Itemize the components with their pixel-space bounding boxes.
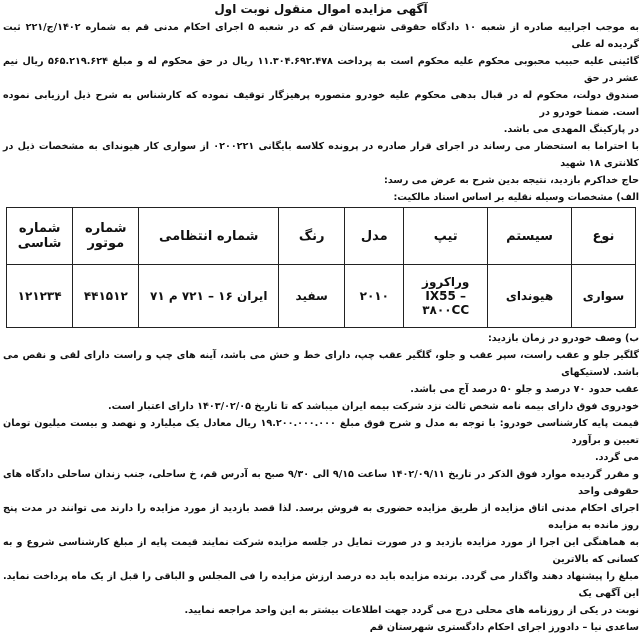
intro-line-3: صندوق دولت، محکوم له در قبال بدهی محکوم علیه خودرو متصوره پرهیزگار توقیف نموده که کارشناس به شرح ذیل ارزیابی نموده است. ضمنا خودرو در — [3, 90, 639, 118]
cell-type: سواری — [571, 265, 635, 328]
vehicle-table-header-row — [7, 208, 636, 265]
cell-color: سفید — [279, 265, 345, 328]
cell-chassis: ۱۲۱۲۳۴ — [7, 265, 73, 328]
auction-line-1: و مقرر گردیده موارد فوق الذکر در تاریخ ۱۴۰۲/۰۹/۱۱ ساعت ۹/۱۵ الی ۹/۳۰ صبح به آدرس قم، خ ساحلی، جنب زندان ساحلی دادگاه های حقوقی واحد — [3, 469, 640, 497]
header-model: مدل — [345, 208, 404, 265]
intro-line-2: گائینی علیه حبیب محبوبی محکوم علیه محکوم است به پرداخت ۱۱.۳۰۴.۶۹۲.۴۷۸ ریال در حق محکوم له و مبلغ ۵۶۵.۲۱۹.۶۲۴ ریال نیم عشر در حق — [3, 56, 639, 84]
header-plate: شماره انتظامی — [139, 208, 279, 265]
cell-engine: ۴۴۱۵۱۲ — [73, 265, 139, 328]
header-chassis: شماره شاسی — [7, 208, 73, 265]
cell-system: هیوندای — [488, 265, 572, 328]
notice-title: آگهی مزایده اموال منقول نوبت اول — [214, 2, 428, 16]
auction-line-2: اجرای احکام مدنی اتاق مزایده از طریق مزایده حضوری به فروش برسد. لذا قصد بازدید از مورد مزایده را دارند می توانند در مدت پنج روز مانده به مزایده — [3, 503, 639, 531]
price-line-1: قیمت پایه کارشناسی خودرو: با توجه به مدل و شرح فوق مبلغ ۱۹.۲۰۰.۰۰۰.۰۰۰ ریال معادل یک میلیارد و نهصد و بیست میلیون تومان تعیین و برآورد — [3, 418, 639, 446]
intro-line-1: به موجب اجراییه صادره از شعبه ۱۰ دادگاه حقوقی شهرستان قم که در شعبه ۵ اجرای احکام مدنی قم به شماره ۱۴۰۲/ج/۲۲۱ ثبت گردیده له علی — [3, 22, 640, 50]
desc-line-1: گلگیر جلو و عقب راست، سپر عقب و جلو، گلگیر عقب چپ، دارای خط و خش می باشد، آینه های چپ و راست دارای لقی و نقص می باشد. لاستیکهای — [3, 350, 639, 378]
section-a-heading: الف) مشخصات وسیله نقلیه بر اساس اسناد مالکیت: — [393, 192, 639, 203]
vehicle-table — [6, 207, 636, 328]
section-b-heading: ب) وصف خودرو در زمان بازدید: — [487, 333, 639, 344]
request-line-1: با احتراما به استحضار می رساند در اجرای قرار صادره در پرونده کلاسه بایگانی ۰۲۰۰۲۲۱ از سواری کار هیوندای به مشخصات ذیل در کلانتری ۱۸ شهید — [3, 141, 639, 169]
header-system: سیستم — [488, 208, 572, 265]
auction-line-3: به هماهنگی این اجرا از مورد مزایده بازدید و در صورت تمایل در جلسه مزایده شرکت نمایند قیمت پایه از مبلغ کارشناسی شروع و به کسانی که بالاترین — [3, 537, 639, 565]
cell-tip: وراکروز IX55 – ۳۸۰۰CC — [404, 265, 488, 328]
desc-line-2: عقب حدود ۷۰ درصد و جلو ۵۰ درصد آج می باشد. — [410, 384, 639, 395]
insurance-line: خودروی فوق دارای بیمه نامه شخص ثالث نزد شرکت بیمه ایران میباشد که تا تاریخ ۱۴۰۳/۰۲/۰۵ دارای اعتبار است. — [107, 401, 639, 412]
signature: ساعدی نیا – دادورز اجرای احکام دادگستری شهرستان قم — [369, 622, 639, 633]
header-engine: شماره موتور — [73, 208, 139, 265]
cell-plate: ایران ۱۶ – ۷۲۱ م ۷۱ — [139, 265, 279, 328]
header-tip: تیپ — [404, 208, 488, 265]
auction-line-5: نوبت در یکی از روزنامه های محلی درج می گردد جهت اطلاعات بیشتر به این واحد مراجعه نمایید. — [184, 605, 639, 616]
header-type: نوع — [571, 208, 635, 265]
auction-line-4: مبلغ را پیشنهاد دهند واگذار می گردد. برنده مزایده باید ده درصد ارزش مزایده را فی المجلس و الباقی را قبل از یک ماه پرداخت نماید. این آگهی یک — [3, 571, 639, 599]
intro-line-4: در پارکینگ المهدی می باشد. — [503, 124, 639, 135]
price-line-2: می گردد. — [594, 452, 639, 463]
cell-model: ۲۰۱۰ — [345, 265, 404, 328]
request-line-2: حاج خداکرم بازدید، نتیجه بدین شرح به عرض می رسد: — [384, 175, 639, 186]
header-color: رنگ — [279, 208, 345, 265]
vehicle-table-row — [7, 265, 636, 328]
notice-page — [3, 2, 640, 633]
